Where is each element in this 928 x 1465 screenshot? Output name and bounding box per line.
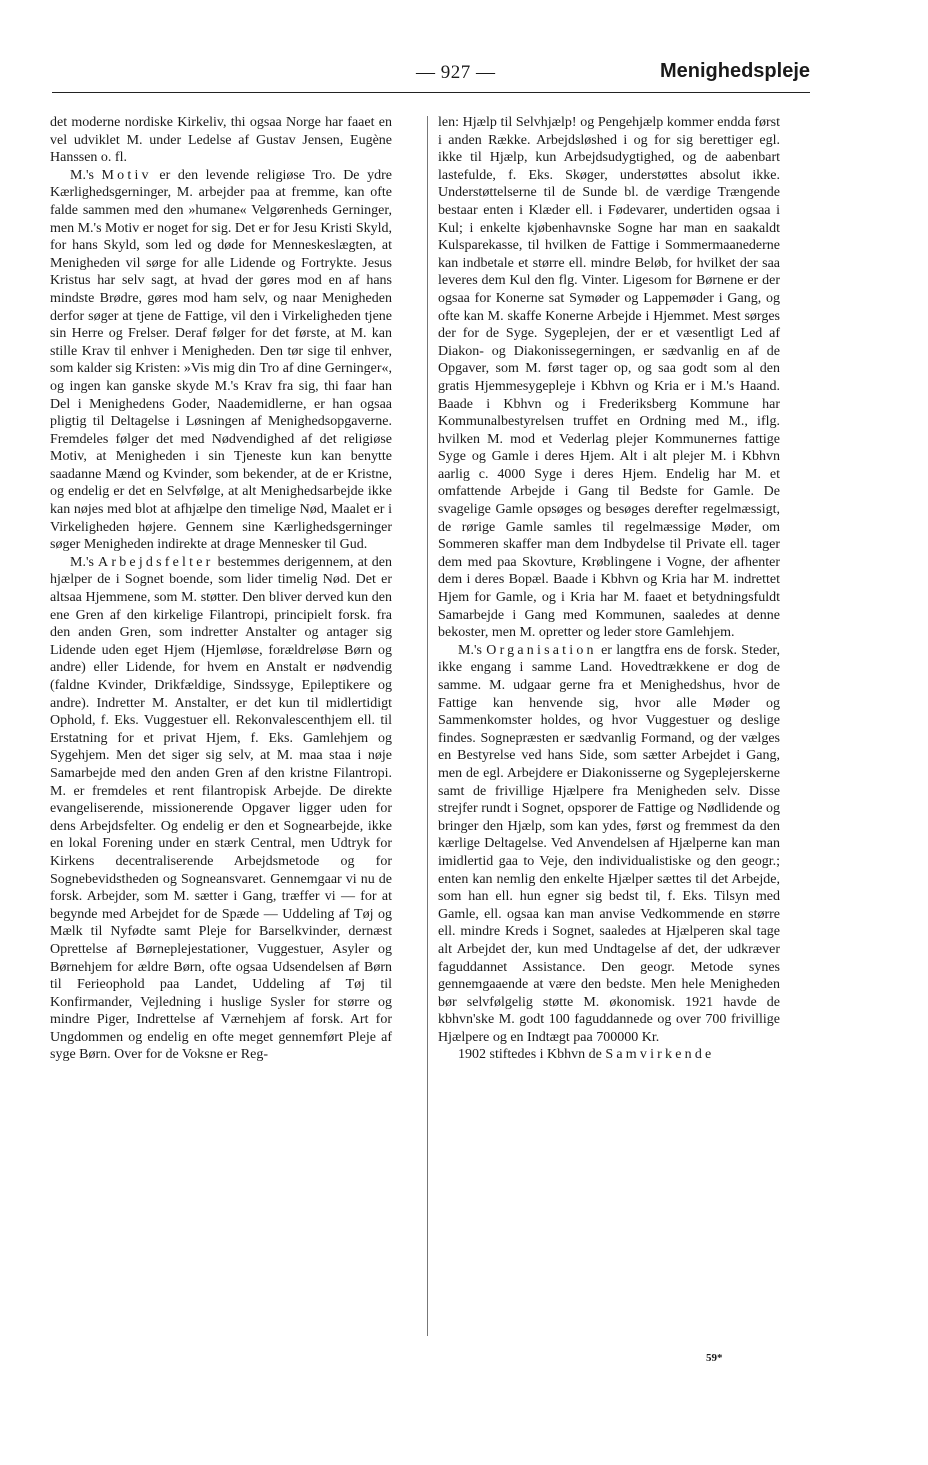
paragraph-lead: M.'s (70, 167, 102, 183)
right-column (438, 114, 780, 1064)
spaced-keyword: Organisation (486, 642, 597, 658)
paragraph-body: er langtfra ens de forsk. Steder, ikke engang i samme Land. Hovedtrækkene er dog de samme. M. udgaar gerne fra et Menighedshus, hvor de Fattige kan henvende sig, hvor alle Møder og Sammenkomster holdes, og hvor Vuggestuer og deslige findes. Sognepræsten er sædvanlig Formand, og der vælges en Bestyrelse ved hans Side, som sætter Arbejdet i Gang, men de egl. Arbejdere er Diakonisserne og Sygeplejerskerne samt de frivillige Hjælpere fra Menigheden selv. Disse strejfer rundt i Sognet, opsporer de Fattige og Nødlidende og bringer den Hjælp, som kan ydes, først og fremmest da den kærlige Deltagelse. Ved Anvendelsen af Hjælperne kan man imidlertid gaa to Veje, den individualistiske og den geogr.; enten kan nemlig den enkelte Hjælper sættes til det Arbejde, som han ell. hun egner sig bedst til, f. Eks. Tilsyn med Gamle, ell. ogsaa kan man anvise Vedkommende en større ell. mindre Kreds i Sognet, saaledes at Hjælperen skal tage alt Arbejdet der, kun med Undtagelse af det, der udkræver faguddannet Assistance. Den geogr. Metode synes gennemgaaende at være den bedste. Men hele Menigheden bør selvfølgelig støtte M. økonomisk. 1921 havde de kbhvn'ske M. godt 100 faguddannede og over 700 frivillige Hjælpere og en Indtægt paa 700000 Kr. (438, 642, 781, 1045)
paragraph-lead: M.'s (70, 554, 99, 570)
spaced-keyword: Motiv (101, 167, 152, 183)
signature-mark: 59* (706, 1352, 723, 1364)
paragraph-lead: M.'s (458, 642, 487, 658)
paragraph-motiv (50, 167, 392, 554)
paragraph-arbejdsfelter (50, 554, 392, 1064)
header-rule (52, 92, 810, 93)
paragraph-organisation (438, 642, 780, 1047)
paragraph: len: Hjælp til Selvhjælp! og Pengehjælp kommer endda først i anden Række. Arbejdsløshed i og for sig berettiger egl. ikke til Hjælp, kun Arbejdsudygtighed, og de aabenbart lastefulde, f. Eks. Skøger, understøttes absolut ikke. Understøttelserne til de Sunde bl. de værdige Trængende bestaar enten i Klæder ell. i Fødevarer, undertiden ogsaa i Kul; i enkelte kjøbenhavnske Sogne har man en saakaldt Kulsparekasse, til hvilken de Fattige i Sommermaanederne kan indbetale et større ell. mindre Beløb, for hvilket der saa leveres dem Kul den flg. Vinter. Ligesom for Børnene er der ogsaa for Konerne sat Symøder og Lappemøder i Gang, og ofte kan M. skaffe Konerne Arbejde i Hjemmet. Mest sørges der for de Syge. Sygeplejen, der er et væsentligt Led af Diakon- og Diakonissegerningen, er sædvanlig en af de Opgaver, som M. først tager op, og saa godt som al den gratis Hjemmesygepleje i Kbhvn og Kria er i M.'s Haand. Baade i Kbhvn og i Frederiksberg Kommune har Kommunalbestyrelsen truffet en Ordning med M., iflg. hvilken M. mod et Vederlag plejer Kommunernes fattige Syge og Gamle i deres Hjem. Alt i alt plejer M. i Kbhvn aarlig c. 4000 Syge i deres Hjem. Endelig har M. et omfattende Arbejde i Gang til Bedste for Gamle. De svagelige Gamle opsøges og besøges derefter regelmæssigt, de rørige Gamle samles til regelmæssige Møder, om Sommeren skaffer man dem Indbydelse til Private ell. tager dem med paa Skovture, Krøblingene i Vogne, der afhenter dem i deres Bopæl. Baade i Kbhvn og Kria har M. indrettet Hjem for Gamle, og i Kria har M. faaet et betydningsfuldt Samarbejde i Gang med Kommunen, saaledes at denne bekoster, men M. opretter og leder store Gamlehjem. (438, 115, 780, 641)
paragraph-body: er den levende religiøse Tro. De ydre Kærlighedsgerninger, M. arbejder paa at fremme, kan ofte falde sammen med den »humane« Velgørenheds Gerninger, men M.'s Motiv er noget for sig. Det er for Jesu Kristi Skyld, for hans Skyld, som led og døde for Menneskeslægten, at Menigheden vil sørge for alle Lidende og Fortrykte. Jesus Kristus har selv sagt, at hvad der gøres mod en af hans mindste Brødre, gøres mod ham selv, og naar Menigheden derfor søger at tjene de Fattige, vil den i Virkeligheden tjene sin Herre og Frelser. Deraf følger for det første, at M. kan stille Krav til enhver i Menigheden. Den tør sige til enhver, som kalder sig Kristen: »Vis mig din Tro af dine Gerninger«, og ingen kan ganske skyde M.'s Krav fra sig, thi faar han Del i Menighedens Goder, Naademidlerne, er han ogsaa pligtig til Deltagelse i Løsningen af Menighedsopgaverne. Fremdeles følger det med Nødvendighed af det religiøse Motiv, at Menigheden i sin Tjeneste kun kan benytte saadanne Mænd og Kvinder, som bekender, at de er Kristne, og endelig er det en Selvfølge, at alt Menighedsarbejde ikke kan nøjes med blot at afhjælpe den timelige Nød, Maalet er i Virkeligheden højere. Gennem sine Kærlighedsgerninger søger Menigheden indirekte at drage Mennesker til Gud. (50, 167, 393, 553)
paragraph-body: bestemmes derigennem, at den hjælper de i Sognet boende, som lider timelig Nød. Det er altsaa Hjemmene, som M. støtter. Den bliver derved kun den ene Gren af den kirkelige Filantropi, principielt forsk. fra den anden Gren, som indretter Anstalter og antager sig Lidende uden eget Hjem (Hjemløse, forældreløse Børn og andre) eller Lidende, for hvem en Anstalt er nødvendig (faldne Kvinder, Drikfældige, Sindssyge, Epileptikere og andre). Indretter M. Anstalter, er det kun til midlertidigt Ophold, f. Eks. Vuggestuer ell. Rekonvalescenthjem ell. til Erstatning for et privat Hjem, f. Eks. Gamlehjem og Sygehjem. Men det siger sig selv, at M. maa staa i nøje Samarbejde med den anden Gren af den kristne Filantropi. M. er fremdeles et rent filantropisk Arbejde. De direkte evangeliserende, missionerende Opgaver ligger uden for dens Arbejdsfelter. Og endelig er den et Sognearbejde, ikke en lokal Forening under en stærk Central, men Udtryk for Kirkens decentraliserende Arbejdsmetode og for Sognebevidstheden og Sogneansvaret. Gennemgaar vi nu de forsk. Arbejder, som M. sætter i Gang, træffer vi — for at begynde med Arbejdet for de Spæde — Uddeling af Tøj og Mælk til Nyfødte samt Pleje for Barselkvinder, dernæst Oprettelse af Børneplejestationer, Vuggestuer, Asyler og Børnehjem for ældre Børn, ofte ogsaa Udsendelsen af Børn til Ferieophold paa Landet, Uddeling af Tøj til Konfirmander, Vejledning i huslige Sysler for større og mindre Piger, Indrettelse af Værnehjem af forsk. Art for Ungdommen og endelig en ofte meget gennemført Pleje af syge Børn. Over for de Voksne er Reg- (50, 554, 393, 1063)
column-divider (427, 116, 428, 1336)
page-header (50, 56, 810, 92)
spaced-keyword: Samvirkende (605, 1047, 715, 1063)
spaced-keyword: Arbejdsfelter (98, 554, 214, 570)
left-column (50, 114, 392, 1064)
page-number: — 927 — (416, 62, 496, 83)
paragraph-samvirkende (438, 1046, 780, 1064)
paragraph: det moderne nordiske Kirkeliv, thi ogsaa Norge har faaet en vel udviklet M. under Ledelse af Gustav Jensen, Eugène Hanssen o. fl. (50, 115, 392, 166)
running-head: Menighedspleje (659, 60, 810, 82)
paragraph-lead: 1902 stiftedes i Kbhvn de (458, 1047, 606, 1063)
